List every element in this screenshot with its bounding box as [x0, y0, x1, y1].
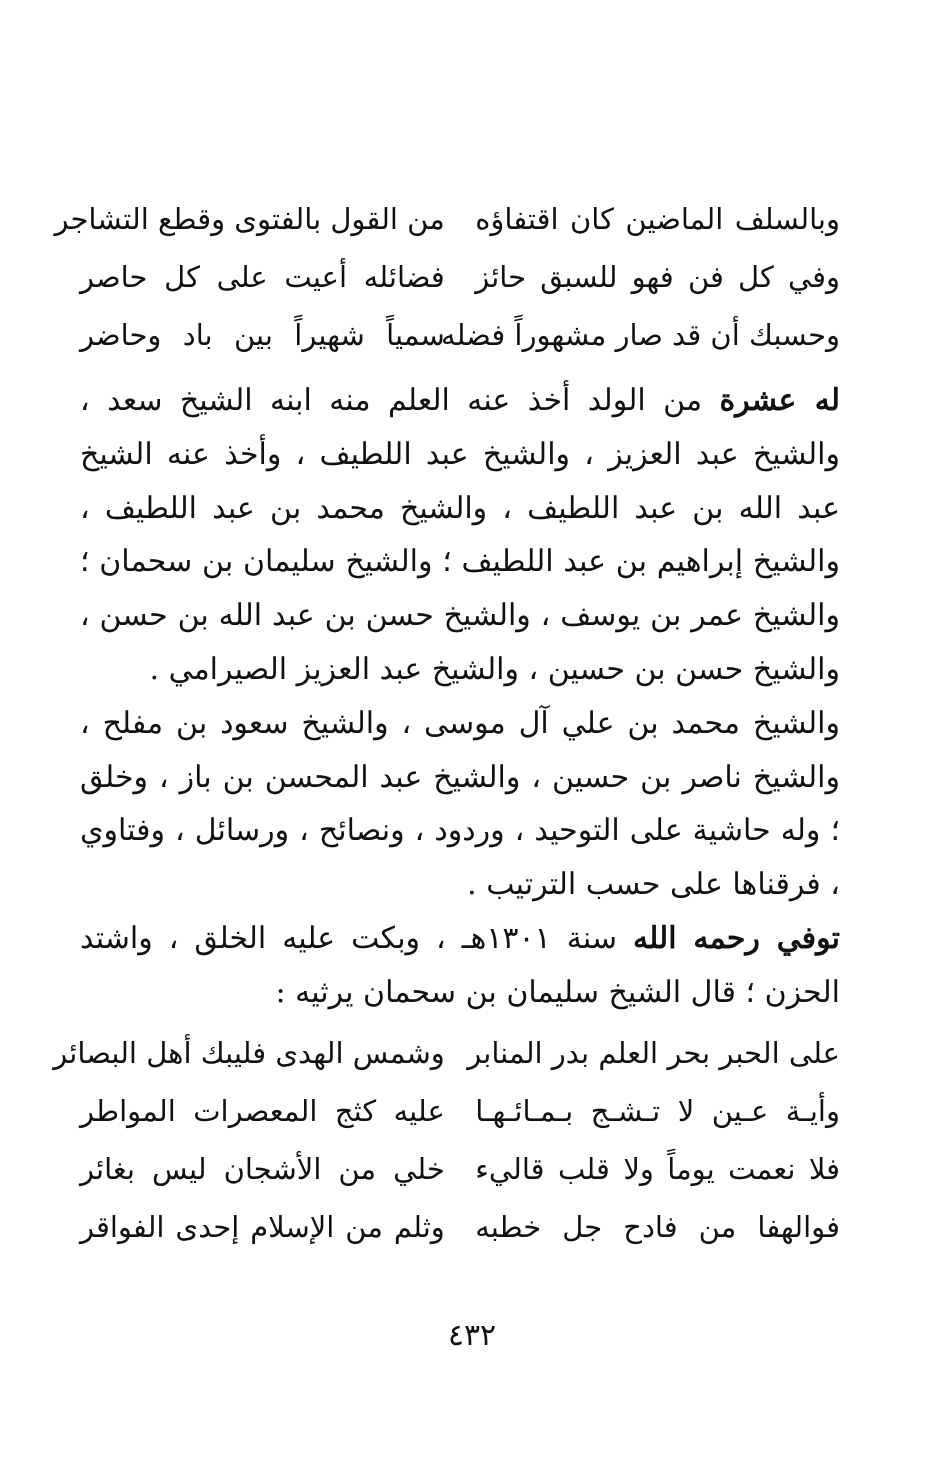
verse-first-hemistich: على الحبر بحر العلم بدر المنابر — [467, 1035, 840, 1070]
verse-second-hemistich: خلي من الأشجان ليس بغائر — [80, 1151, 445, 1186]
verse-second-hemistich: من القول بالفتوى وقطع التشاجر — [54, 202, 445, 236]
paragraph-text: سنة ١٣٠١هـ ، وبكت عليه الخلق ، واشتد الحزن ؛ قال الشيخ سليمان بن سحمان يرثيه : — [80, 920, 840, 1010]
verse-first-hemistich: وفي كل فن فهو للسبق حائز — [475, 260, 840, 294]
verse-first-hemistich: وحسبك أن قد صار مشهوراً فضله — [441, 318, 840, 352]
verse-second-hemistich: وشمس الهدى فليبك أهل البصائر — [53, 1035, 445, 1070]
verse-second-hemistich: وثلم من الإسلام إحدى الفواقر — [80, 1209, 445, 1244]
page-body — [53, 190, 840, 1256]
verse-line — [80, 1082, 840, 1140]
paragraph-students: والشيخ محمد بن علي آل موسى ، والشيخ سعود بن مفلح ، والشيخ ناصر بن حسين ، والشيخ عبد المحسن بن باز ، وخلق ؛ وله حاشية على التوحيد ، وردود ، ونصائح ، ورسائل ، وفتاوي ، فرقناها على حسب الترتيب . — [80, 705, 840, 903]
verse-line — [53, 1024, 840, 1082]
verse-line — [80, 248, 840, 306]
poem-elegy — [53, 1024, 840, 1256]
paragraph-text: من الولد أخذ عنه العلم منه ابنه الشيخ سعد ، والشيخ عبد العزيز ، والشيخ عبد اللطيف ، وأخذ عنه الشيخ عبد الله بن عبد اللطيف ، والشيخ محمد بن عبد اللطيف ، والشيخ إبراهيم بن عبد اللطيف ؛ والشيخ سليمان بن سحمان ؛ والشيخ عمر بن يوسف ، والشيخ حسن بن عبد الله بن حسن ، والشيخ حسن بن حسين ، والشيخ عبد العزيز الصيرامي . — [80, 383, 840, 687]
verse-first-hemistich: وبالسلف الماضين كان اقتفاؤه — [475, 202, 840, 236]
verse-line — [80, 1198, 840, 1256]
verse-first-hemistich: وأيـة عـين لا تـشـج بـمـائـهـا — [475, 1093, 840, 1128]
poem-top — [54, 190, 840, 364]
paragraph-lead-bold: له عشرة — [719, 383, 840, 418]
page-number: ٤٣٢ — [447, 1318, 497, 1353]
verse-line — [80, 306, 840, 364]
verse-first-hemistich: فوالهفا من فادح جل خطبه — [475, 1209, 840, 1244]
verse-second-hemistich: عليه كثج المعصرات المواطر — [80, 1093, 445, 1128]
verse-line — [54, 190, 840, 248]
paragraph-children — [80, 374, 840, 697]
verse-second-hemistich: سمياً شهيراً بين باد وحاضر — [80, 318, 445, 352]
paragraph-death — [80, 912, 840, 1020]
verse-line — [80, 1140, 840, 1198]
verse-second-hemistich: فضائله أعيت على كل حاصر — [80, 260, 445, 294]
verse-first-hemistich: فلا نعمت يوماً ولا قلب قاليء — [475, 1151, 840, 1186]
paragraph-lead-bold: توفي رحمه الله — [633, 920, 840, 956]
